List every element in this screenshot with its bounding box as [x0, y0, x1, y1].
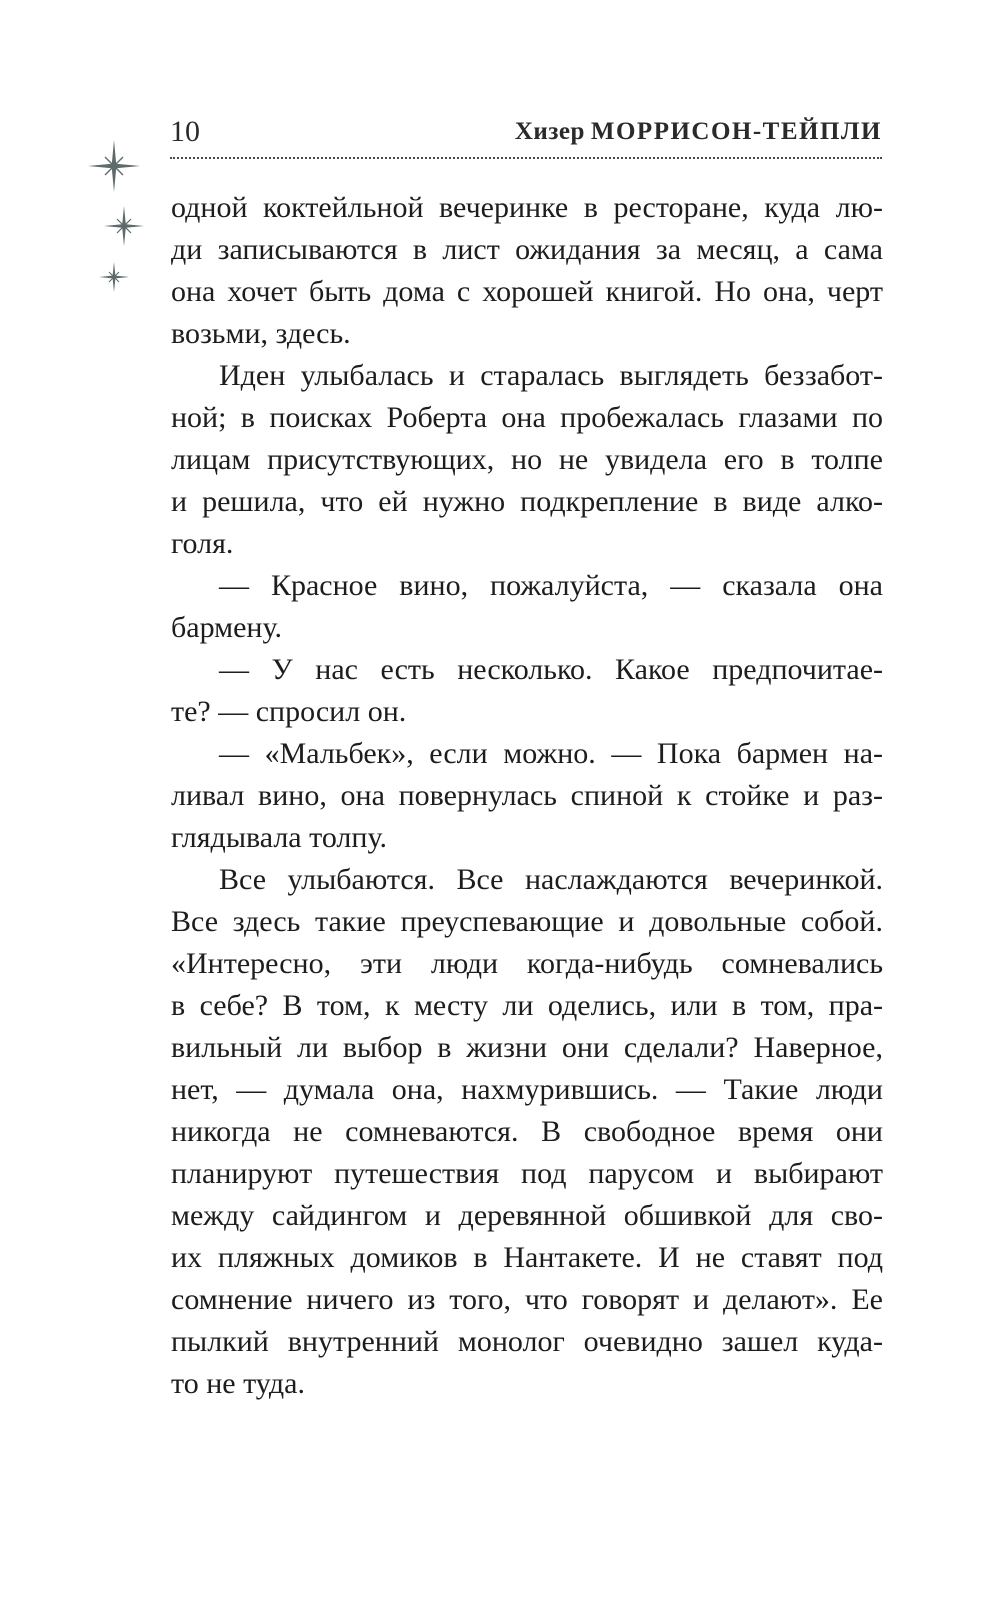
- text-line: ной; в поисках Роберта она пробежалась глазами по: [171, 401, 883, 434]
- sparkle-icon: [86, 138, 142, 194]
- text-line: вильный ли выбор в жизни они сделали? Наверное,: [171, 1031, 883, 1064]
- text-line: их пляжных домиков в Нантакете. И не ставят под: [171, 1241, 883, 1274]
- paragraph: [171, 565, 883, 649]
- paragraph: [171, 859, 883, 1405]
- text-line: бармену.: [171, 611, 282, 644]
- paragraph: [171, 187, 883, 355]
- text-line: в себе? В том, к месту ли оделись, или в том, пра-: [171, 989, 883, 1022]
- paragraph: [171, 649, 883, 733]
- text-line: пылкий внутренний монолог очевидно зашел куда-: [171, 1325, 883, 1358]
- text-line: сомнение ничего из того, что говорят и делают». Ее: [171, 1283, 883, 1316]
- text-line: — «Мальбек», если можно. — Пока бармен на-: [219, 737, 883, 770]
- text-line: лицам присутствующих, но не увидела его в толпе: [171, 443, 883, 476]
- sparkle-icon: [103, 205, 145, 247]
- text-line: «Интересно, эти люди когда-нибудь сомневались: [171, 947, 883, 980]
- body-text: [171, 187, 883, 1405]
- text-line: она хочет быть дома с хорошей книгой. Но она, черт: [171, 275, 883, 308]
- text-line: одной коктейльной вечеринке в ресторане, куда лю-: [171, 191, 883, 224]
- text-line: возьми, здесь.: [171, 317, 351, 350]
- text-line: и решила, что ей нужно подкрепление в виде алко-: [171, 485, 883, 518]
- text-line: голя.: [171, 527, 234, 560]
- sparkle-icon: [98, 261, 130, 293]
- text-line: глядывала толпу.: [171, 821, 387, 854]
- header-dotted-rule: [170, 157, 882, 159]
- text-line: — У нас есть несколько. Какое предпочитае-: [219, 653, 883, 686]
- paragraph: [171, 355, 883, 565]
- text-line: — Красное вино, пожалуйста, — сказала она: [219, 569, 883, 602]
- paragraph: [171, 733, 883, 859]
- text-line: ди записываются в лист ожидания за месяц, а сама: [171, 233, 883, 266]
- text-line: нет, — думала она, нахмурившись. — Такие люди: [171, 1073, 883, 1106]
- text-line: планируют путешествия под парусом и выбирают: [171, 1157, 883, 1190]
- text-line: Все здесь такие преуспевающие и довольные собой.: [171, 905, 883, 938]
- text-line: то не туда.: [171, 1367, 305, 1400]
- author-last-name: МОРРИСОН-ТЕЙПЛИ: [590, 118, 882, 145]
- text-line: между сайдингом и деревянной обшивкой для сво-: [171, 1199, 883, 1232]
- text-line: Все улыбаются. Все наслаждаются вечеринкой.: [219, 863, 883, 896]
- text-line: ливал вино, она повернулась спиной к стойке и раз-: [171, 779, 883, 812]
- text-line: те? — спросил он.: [171, 695, 407, 728]
- author-first-name: Хизер: [514, 118, 585, 145]
- text-line: Иден улыбалась и старалась выглядеть беззабот-: [219, 359, 883, 392]
- page-number: 10: [170, 115, 200, 148]
- author-name: [515, 112, 882, 152]
- text-line: никогда не сомневаются. В свободное время они: [171, 1115, 883, 1148]
- running-head: [170, 112, 882, 152]
